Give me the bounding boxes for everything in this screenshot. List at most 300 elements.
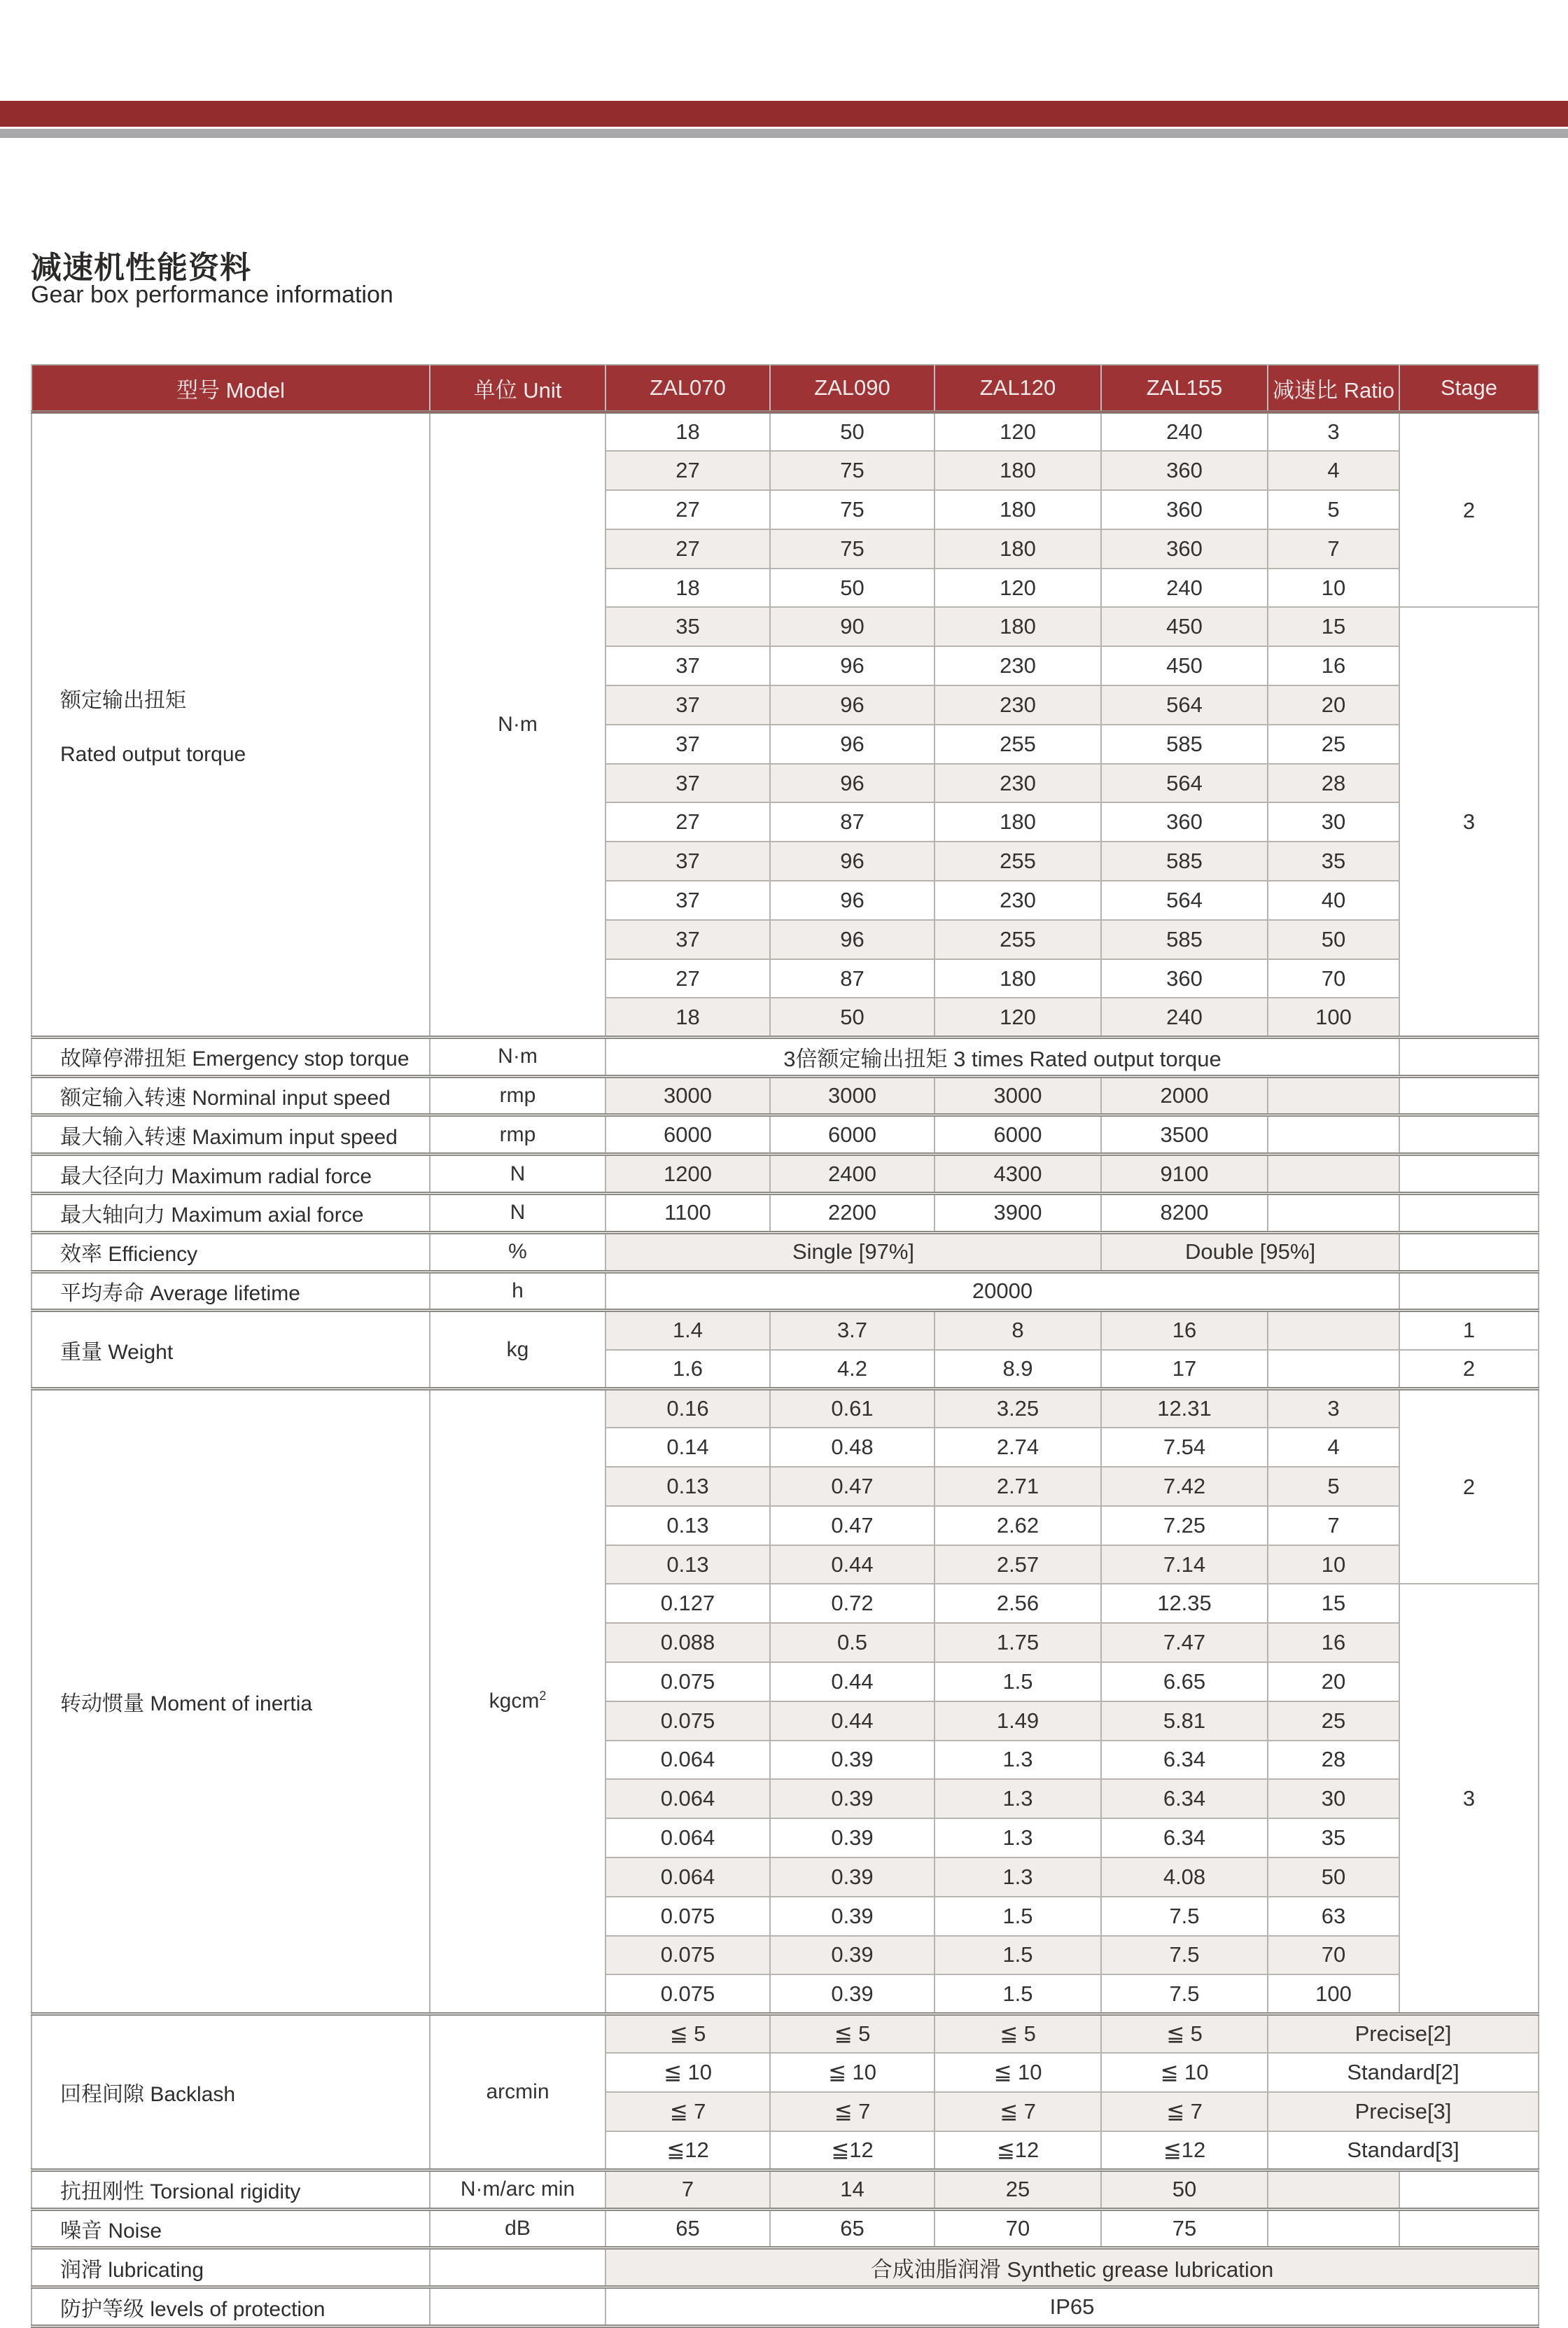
table-row bbox=[31, 1155, 1539, 1194]
unit-cell bbox=[430, 2287, 606, 2327]
value-cell: 6000 bbox=[934, 1115, 1101, 1155]
value-cell: 360 bbox=[1101, 451, 1268, 490]
value-cell: 37 bbox=[606, 842, 770, 881]
value-cell: ≦ 7 bbox=[1101, 2092, 1268, 2131]
value-cell: 0.44 bbox=[770, 1662, 934, 1701]
value-cell: 0.064 bbox=[606, 1857, 770, 1897]
value-cell: 37 bbox=[606, 764, 770, 803]
page-title-zh: 减速机性能资料 bbox=[31, 251, 251, 285]
value-cell: 120 bbox=[934, 998, 1101, 1037]
value-cell: 360 bbox=[1101, 529, 1268, 569]
row-label-line: Rated output torque bbox=[60, 742, 246, 766]
value-cell: 7.25 bbox=[1101, 1506, 1268, 1545]
value-cell: 0.47 bbox=[770, 1506, 934, 1545]
value-cell: 7.14 bbox=[1101, 1545, 1268, 1584]
value-cell: 2000 bbox=[1101, 1076, 1268, 1115]
value-cell: 75 bbox=[770, 451, 934, 490]
value-cell: ≦12 bbox=[934, 2131, 1101, 2170]
value-cell: 120 bbox=[934, 569, 1101, 608]
value-cell: 1200 bbox=[606, 1155, 770, 1194]
ratio-cell bbox=[1268, 1350, 1399, 1389]
value-cell: 12.31 bbox=[1101, 1388, 1268, 1428]
table-row bbox=[31, 2170, 1539, 2209]
table-row bbox=[31, 2209, 1539, 2248]
ratio-cell bbox=[1268, 1076, 1399, 1115]
unit-cell: N·m/arc min bbox=[430, 2170, 606, 2209]
value-cell: 585 bbox=[1101, 725, 1268, 764]
value-cell: 35 bbox=[606, 607, 770, 646]
row-label: 重量 Weight bbox=[31, 1311, 430, 1389]
value-cell: 2400 bbox=[770, 1155, 934, 1194]
column-header: 单位 Unit bbox=[430, 365, 606, 412]
unit-cell: rmp bbox=[430, 1115, 606, 1155]
unit-cell: kgcm$^2$ bbox=[430, 1388, 606, 2014]
value-cell: 6.34 bbox=[1101, 1818, 1268, 1857]
value-cell: 1.3 bbox=[934, 1779, 1101, 1818]
value-cell: 0.44 bbox=[770, 1545, 934, 1584]
row-label: 噪音 Noise bbox=[31, 2209, 430, 2248]
ratio-cell: 35 bbox=[1268, 842, 1399, 881]
stage-cell bbox=[1399, 2170, 1539, 2209]
value-cell: 27 bbox=[606, 529, 770, 569]
value-cell: 180 bbox=[934, 529, 1101, 569]
stage-cell bbox=[1399, 1115, 1539, 1155]
value-cell: 96 bbox=[770, 842, 934, 881]
value-cell: 3000 bbox=[770, 1076, 934, 1115]
merged-value-cell: 20000 bbox=[606, 1271, 1399, 1311]
value-cell: 3900 bbox=[934, 1193, 1101, 1232]
value-cell: 2.57 bbox=[934, 1545, 1101, 1584]
value-cell: 27 bbox=[606, 959, 770, 998]
value-cell: 0.39 bbox=[770, 1818, 934, 1857]
ratio-cell bbox=[1268, 2170, 1399, 2209]
column-header: Stage bbox=[1399, 365, 1539, 412]
ratio-cell: 35 bbox=[1268, 1818, 1399, 1857]
value-cell: 27 bbox=[606, 451, 770, 490]
value-cell: 1.5 bbox=[934, 1974, 1101, 2014]
value-cell: 0.16 bbox=[606, 1388, 770, 1428]
value-cell: ≦ 5 bbox=[934, 2014, 1101, 2053]
value-cell: 96 bbox=[770, 764, 934, 803]
value-cell: 450 bbox=[1101, 646, 1268, 685]
ratio-cell: 30 bbox=[1268, 1779, 1399, 1818]
value-cell: 1.3 bbox=[934, 1857, 1101, 1897]
value-cell: 0.72 bbox=[770, 1584, 934, 1623]
column-header: ZAL090 bbox=[770, 365, 934, 412]
value-cell: 255 bbox=[934, 725, 1101, 764]
merged-value-cell: Double [95%] bbox=[1101, 1232, 1399, 1271]
row-label: 平均寿命 Average lifetime bbox=[31, 1271, 430, 1311]
value-cell: 7.5 bbox=[1101, 1974, 1268, 2014]
value-cell: 3000 bbox=[934, 1076, 1101, 1115]
merged-value-cell: 合成油脂润滑 Synthetic grease lubrication bbox=[606, 2248, 1539, 2287]
unit-cell: kg bbox=[430, 1311, 606, 1389]
stage-cell: 3 bbox=[1399, 1584, 1539, 2014]
value-cell: 5.81 bbox=[1101, 1701, 1268, 1741]
row-label: 最大轴向力 Maximum axial force bbox=[31, 1193, 430, 1232]
value-cell: 0.44 bbox=[770, 1701, 934, 1741]
row-label-line: 转动惯量 Moment of inertia bbox=[60, 1692, 313, 1715]
value-cell: 360 bbox=[1101, 959, 1268, 998]
merged-value-cell: IP65 bbox=[606, 2287, 1539, 2327]
value-cell: 25 bbox=[934, 2170, 1101, 2209]
merged-value-cell: Single [97%] bbox=[606, 1232, 1101, 1271]
value-cell: 0.088 bbox=[606, 1623, 770, 1662]
row-label: 最大输入转速 Maximum input speed bbox=[31, 1115, 430, 1155]
value-cell: 4.08 bbox=[1101, 1857, 1268, 1897]
value-cell: 90 bbox=[770, 607, 934, 646]
table-row bbox=[31, 1271, 1539, 1311]
value-cell: 120 bbox=[934, 412, 1101, 452]
value-cell: ≦ 5 bbox=[770, 2014, 934, 2053]
table-row bbox=[31, 2248, 1539, 2287]
merged-value-cell: 3倍额定输出扭矩 3 times Rated output torque bbox=[606, 1037, 1399, 1076]
table-row bbox=[31, 2014, 1539, 2053]
value-cell: 1.5 bbox=[934, 1897, 1101, 1936]
value-cell: 0.064 bbox=[606, 1741, 770, 1780]
value-cell: 3.7 bbox=[770, 1311, 934, 1350]
value-cell: 2.62 bbox=[934, 1506, 1101, 1545]
value-cell: 564 bbox=[1101, 881, 1268, 920]
value-cell: 255 bbox=[934, 842, 1101, 881]
top-gray-bar bbox=[0, 129, 1568, 138]
stage-cell bbox=[1399, 1232, 1539, 1271]
ratio-cell: 50 bbox=[1268, 920, 1399, 959]
ratio-cell: 5 bbox=[1268, 490, 1399, 529]
value-cell: 18 bbox=[606, 998, 770, 1037]
stage-cell: 3 bbox=[1399, 607, 1539, 1037]
value-cell: 1100 bbox=[606, 1193, 770, 1232]
ratio-cell: 5 bbox=[1268, 1467, 1399, 1506]
value-cell: 37 bbox=[606, 920, 770, 959]
row-label: 润滑 lubricating bbox=[31, 2248, 430, 2287]
value-cell: 2.74 bbox=[934, 1428, 1101, 1467]
value-cell: 0.13 bbox=[606, 1545, 770, 1584]
value-cell: 4.2 bbox=[770, 1350, 934, 1389]
value-cell: 50 bbox=[770, 998, 934, 1037]
value-cell: 16 bbox=[1101, 1311, 1268, 1350]
row-label: 防护等级 levels of protection bbox=[31, 2287, 430, 2327]
row-label bbox=[31, 412, 430, 1038]
value-cell: 3.25 bbox=[934, 1388, 1101, 1428]
spec-table bbox=[31, 364, 1539, 2328]
page-title-en: Gear box performance information bbox=[31, 281, 393, 308]
value-cell: 1.5 bbox=[934, 1936, 1101, 1975]
value-cell: 0.075 bbox=[606, 1974, 770, 2014]
value-cell: 0.39 bbox=[770, 1741, 934, 1780]
value-cell: 12.35 bbox=[1101, 1584, 1268, 1623]
ratio-cell bbox=[1268, 2209, 1399, 2248]
table-row bbox=[31, 412, 1539, 452]
column-header: ZAL155 bbox=[1101, 365, 1268, 412]
value-cell: 6.34 bbox=[1101, 1779, 1268, 1818]
value-cell: ≦12 bbox=[770, 2131, 934, 2170]
ratio-cell: 15 bbox=[1268, 607, 1399, 646]
value-cell: 96 bbox=[770, 881, 934, 920]
value-cell: 0.47 bbox=[770, 1467, 934, 1506]
value-cell: 96 bbox=[770, 685, 934, 725]
value-cell: 585 bbox=[1101, 842, 1268, 881]
row-label bbox=[31, 1388, 430, 2014]
ratio-cell: 16 bbox=[1268, 1623, 1399, 1662]
stage-cell bbox=[1399, 1193, 1539, 1232]
ratio-cell: 50 bbox=[1268, 1857, 1399, 1897]
value-cell: 0.064 bbox=[606, 1779, 770, 1818]
ratio-cell: 30 bbox=[1268, 802, 1399, 842]
stage-cell: 2 bbox=[1399, 1350, 1539, 1389]
unit-cell: N·m bbox=[430, 412, 606, 1038]
value-cell: 70 bbox=[934, 2209, 1101, 2248]
row-label-line: 额定输出扭矩 bbox=[60, 688, 186, 712]
stage-cell bbox=[1399, 1155, 1539, 1194]
value-cell: 18 bbox=[606, 569, 770, 608]
value-cell: 27 bbox=[606, 802, 770, 842]
ratio-cell: 70 bbox=[1268, 959, 1399, 998]
ratio-cell: 4 bbox=[1268, 1428, 1399, 1467]
value-cell: ≦ 10 bbox=[934, 2053, 1101, 2092]
value-cell: 8200 bbox=[1101, 1193, 1268, 1232]
ratio-cell bbox=[1268, 1155, 1399, 1194]
value-cell: 65 bbox=[770, 2209, 934, 2248]
value-cell: 0.13 bbox=[606, 1467, 770, 1506]
value-cell: 360 bbox=[1101, 802, 1268, 842]
value-cell: 2200 bbox=[770, 1193, 934, 1232]
value-cell: 180 bbox=[934, 607, 1101, 646]
value-cell: 0.5 bbox=[770, 1623, 934, 1662]
ratio-cell: 3 bbox=[1268, 1388, 1399, 1428]
row-label: 额定输入转速 Norminal input speed bbox=[31, 1076, 430, 1115]
ratio-cell: 16 bbox=[1268, 646, 1399, 685]
value-cell: 7.5 bbox=[1101, 1897, 1268, 1936]
row-label: 故障停滞扭矩 Emergency stop torque bbox=[31, 1037, 430, 1076]
stage-cell bbox=[1399, 1037, 1539, 1076]
value-cell: ≦ 5 bbox=[1101, 2014, 1268, 2053]
table-row bbox=[31, 2287, 1539, 2327]
grade-cell: Standard[2] bbox=[1268, 2053, 1539, 2092]
value-cell: 1.5 bbox=[934, 1662, 1101, 1701]
value-cell: 3000 bbox=[606, 1076, 770, 1115]
value-cell: 50 bbox=[770, 569, 934, 608]
table-row bbox=[31, 1076, 1539, 1115]
value-cell: 37 bbox=[606, 725, 770, 764]
row-label: 回程间隙 Backlash bbox=[31, 2014, 430, 2170]
value-cell: 96 bbox=[770, 725, 934, 764]
table-header-row bbox=[31, 365, 1539, 412]
ratio-cell: 25 bbox=[1268, 1701, 1399, 1741]
unit-cell bbox=[430, 2248, 606, 2287]
value-cell: 0.39 bbox=[770, 1897, 934, 1936]
value-cell: 0.48 bbox=[770, 1428, 934, 1467]
value-cell: ≦ 10 bbox=[770, 2053, 934, 2092]
value-cell: 7.5 bbox=[1101, 1936, 1268, 1975]
value-cell: ≦ 7 bbox=[606, 2092, 770, 2131]
table-row bbox=[31, 1193, 1539, 1232]
value-cell: ≦12 bbox=[606, 2131, 770, 2170]
value-cell: 0.075 bbox=[606, 1897, 770, 1936]
value-cell: 360 bbox=[1101, 490, 1268, 529]
ratio-cell: 4 bbox=[1268, 451, 1399, 490]
value-cell: 0.127 bbox=[606, 1584, 770, 1623]
ratio-cell: 20 bbox=[1268, 1662, 1399, 1701]
value-cell: 18 bbox=[606, 412, 770, 452]
ratio-cell: 20 bbox=[1268, 685, 1399, 725]
value-cell: 9100 bbox=[1101, 1155, 1268, 1194]
value-cell: ≦ 7 bbox=[934, 2092, 1101, 2131]
value-cell: 8 bbox=[934, 1311, 1101, 1350]
value-cell: 230 bbox=[934, 764, 1101, 803]
stage-cell bbox=[1399, 2209, 1539, 2248]
value-cell: ≦ 10 bbox=[606, 2053, 770, 2092]
value-cell: ≦ 10 bbox=[1101, 2053, 1268, 2092]
value-cell: 87 bbox=[770, 802, 934, 842]
unit-cell: N bbox=[430, 1155, 606, 1194]
value-cell: 2.56 bbox=[934, 1584, 1101, 1623]
value-cell: 0.39 bbox=[770, 1974, 934, 2014]
grade-cell: Precise[3] bbox=[1268, 2092, 1539, 2131]
value-cell: 1.75 bbox=[934, 1623, 1101, 1662]
row-label: 最大径向力 Maximum radial force bbox=[31, 1155, 430, 1194]
value-cell: 230 bbox=[934, 646, 1101, 685]
value-cell: ≦12 bbox=[1101, 2131, 1268, 2170]
value-cell: 180 bbox=[934, 490, 1101, 529]
ratio-cell: 3 bbox=[1268, 412, 1399, 452]
ratio-cell: 100 bbox=[1268, 998, 1399, 1037]
unit-cell: N bbox=[430, 1193, 606, 1232]
value-cell: 1.3 bbox=[934, 1741, 1101, 1780]
value-cell: 17 bbox=[1101, 1350, 1268, 1389]
value-cell: 230 bbox=[934, 685, 1101, 725]
ratio-cell bbox=[1268, 1311, 1399, 1350]
value-cell: 564 bbox=[1101, 764, 1268, 803]
value-cell: 2.71 bbox=[934, 1467, 1101, 1506]
value-cell: 96 bbox=[770, 920, 934, 959]
stage-cell bbox=[1399, 1076, 1539, 1115]
value-cell: 7.42 bbox=[1101, 1467, 1268, 1506]
value-cell: 0.075 bbox=[606, 1662, 770, 1701]
value-cell: 240 bbox=[1101, 569, 1268, 608]
ratio-cell: 10 bbox=[1268, 1545, 1399, 1584]
unit-superscript: 2 bbox=[539, 1689, 547, 1703]
ratio-cell: 10 bbox=[1268, 569, 1399, 608]
value-cell: 564 bbox=[1101, 685, 1268, 725]
value-cell: 75 bbox=[770, 490, 934, 529]
value-cell: 27 bbox=[606, 490, 770, 529]
column-header: ZAL070 bbox=[606, 365, 770, 412]
stage-cell: 2 bbox=[1399, 412, 1539, 608]
ratio-cell bbox=[1268, 1115, 1399, 1155]
value-cell: 255 bbox=[934, 920, 1101, 959]
stage-cell: 1 bbox=[1399, 1311, 1539, 1350]
unit-cell: N·m bbox=[430, 1037, 606, 1076]
ratio-cell: 25 bbox=[1268, 725, 1399, 764]
value-cell: 0.075 bbox=[606, 1936, 770, 1975]
value-cell: 180 bbox=[934, 802, 1101, 842]
value-cell: 450 bbox=[1101, 607, 1268, 646]
value-cell: 0.064 bbox=[606, 1818, 770, 1857]
ratio-cell: 28 bbox=[1268, 764, 1399, 803]
row-label: 效率 Efficiency bbox=[31, 1232, 430, 1271]
column-header: 减速比 Ratio bbox=[1268, 365, 1399, 412]
table-row bbox=[31, 1311, 1539, 1350]
value-cell: 50 bbox=[1101, 2170, 1268, 2209]
value-cell: 240 bbox=[1101, 998, 1268, 1037]
column-header: ZAL120 bbox=[934, 365, 1101, 412]
value-cell: 7 bbox=[606, 2170, 770, 2209]
ratio-cell: 7 bbox=[1268, 529, 1399, 569]
grade-cell: Standard[3] bbox=[1268, 2131, 1539, 2170]
table-row bbox=[31, 1388, 1539, 1428]
ratio-cell: 28 bbox=[1268, 1741, 1399, 1780]
value-cell: 37 bbox=[606, 685, 770, 725]
value-cell: 180 bbox=[934, 451, 1101, 490]
table-row bbox=[31, 1232, 1539, 1271]
value-cell: 0.39 bbox=[770, 1857, 934, 1897]
grade-cell: Precise[2] bbox=[1268, 2014, 1539, 2053]
value-cell: 75 bbox=[770, 529, 934, 569]
value-cell: 50 bbox=[770, 412, 934, 452]
value-cell: 1.49 bbox=[934, 1701, 1101, 1741]
value-cell: 180 bbox=[934, 959, 1101, 998]
stage-cell: 2 bbox=[1399, 1388, 1539, 1584]
ratio-cell bbox=[1268, 1193, 1399, 1232]
row-label: 抗扭刚性 Torsional rigidity bbox=[31, 2170, 430, 2209]
value-cell: 0.61 bbox=[770, 1388, 934, 1428]
unit-cell: rmp bbox=[430, 1076, 606, 1115]
unit-cell: arcmin bbox=[430, 2014, 606, 2170]
ratio-cell: 7 bbox=[1268, 1506, 1399, 1545]
column-header: 型号 Model bbox=[31, 365, 430, 412]
value-cell: 37 bbox=[606, 646, 770, 685]
value-cell: 3500 bbox=[1101, 1115, 1268, 1155]
value-cell: 4300 bbox=[934, 1155, 1101, 1194]
table-row bbox=[31, 1115, 1539, 1155]
value-cell: 8.9 bbox=[934, 1350, 1101, 1389]
value-cell: 75 bbox=[1101, 2209, 1268, 2248]
value-cell: 96 bbox=[770, 646, 934, 685]
unit-cell: dB bbox=[430, 2209, 606, 2248]
table-header bbox=[31, 365, 1539, 412]
unit-cell: h bbox=[430, 1271, 606, 1311]
value-cell: 585 bbox=[1101, 920, 1268, 959]
value-cell: 6.65 bbox=[1101, 1662, 1268, 1701]
ratio-cell: 70 bbox=[1268, 1936, 1399, 1975]
value-cell: 0.14 bbox=[606, 1428, 770, 1467]
table-body bbox=[31, 412, 1539, 2327]
unit-cell: % bbox=[430, 1232, 606, 1271]
value-cell: 14 bbox=[770, 2170, 934, 2209]
stage-cell bbox=[1399, 1271, 1539, 1311]
value-cell: 6000 bbox=[606, 1115, 770, 1155]
value-cell: 0.13 bbox=[606, 1506, 770, 1545]
value-cell: 7.47 bbox=[1101, 1623, 1268, 1662]
ratio-cell: 63 bbox=[1268, 1897, 1399, 1936]
ratio-cell: 40 bbox=[1268, 881, 1399, 920]
value-cell: 230 bbox=[934, 881, 1101, 920]
top-accent-bar bbox=[0, 101, 1568, 127]
value-cell: 7.54 bbox=[1101, 1428, 1268, 1467]
value-cell: 65 bbox=[606, 2209, 770, 2248]
value-cell: 0.39 bbox=[770, 1936, 934, 1975]
ratio-cell: 15 bbox=[1268, 1584, 1399, 1623]
value-cell: 1.3 bbox=[934, 1818, 1101, 1857]
value-cell: 1.4 bbox=[606, 1311, 770, 1350]
value-cell: ≦ 5 bbox=[606, 2014, 770, 2053]
value-cell: 240 bbox=[1101, 412, 1268, 452]
value-cell: 0.075 bbox=[606, 1701, 770, 1741]
value-cell: 0.39 bbox=[770, 1779, 934, 1818]
value-cell: ≦ 7 bbox=[770, 2092, 934, 2131]
ratio-cell: 100 bbox=[1268, 1974, 1399, 2014]
